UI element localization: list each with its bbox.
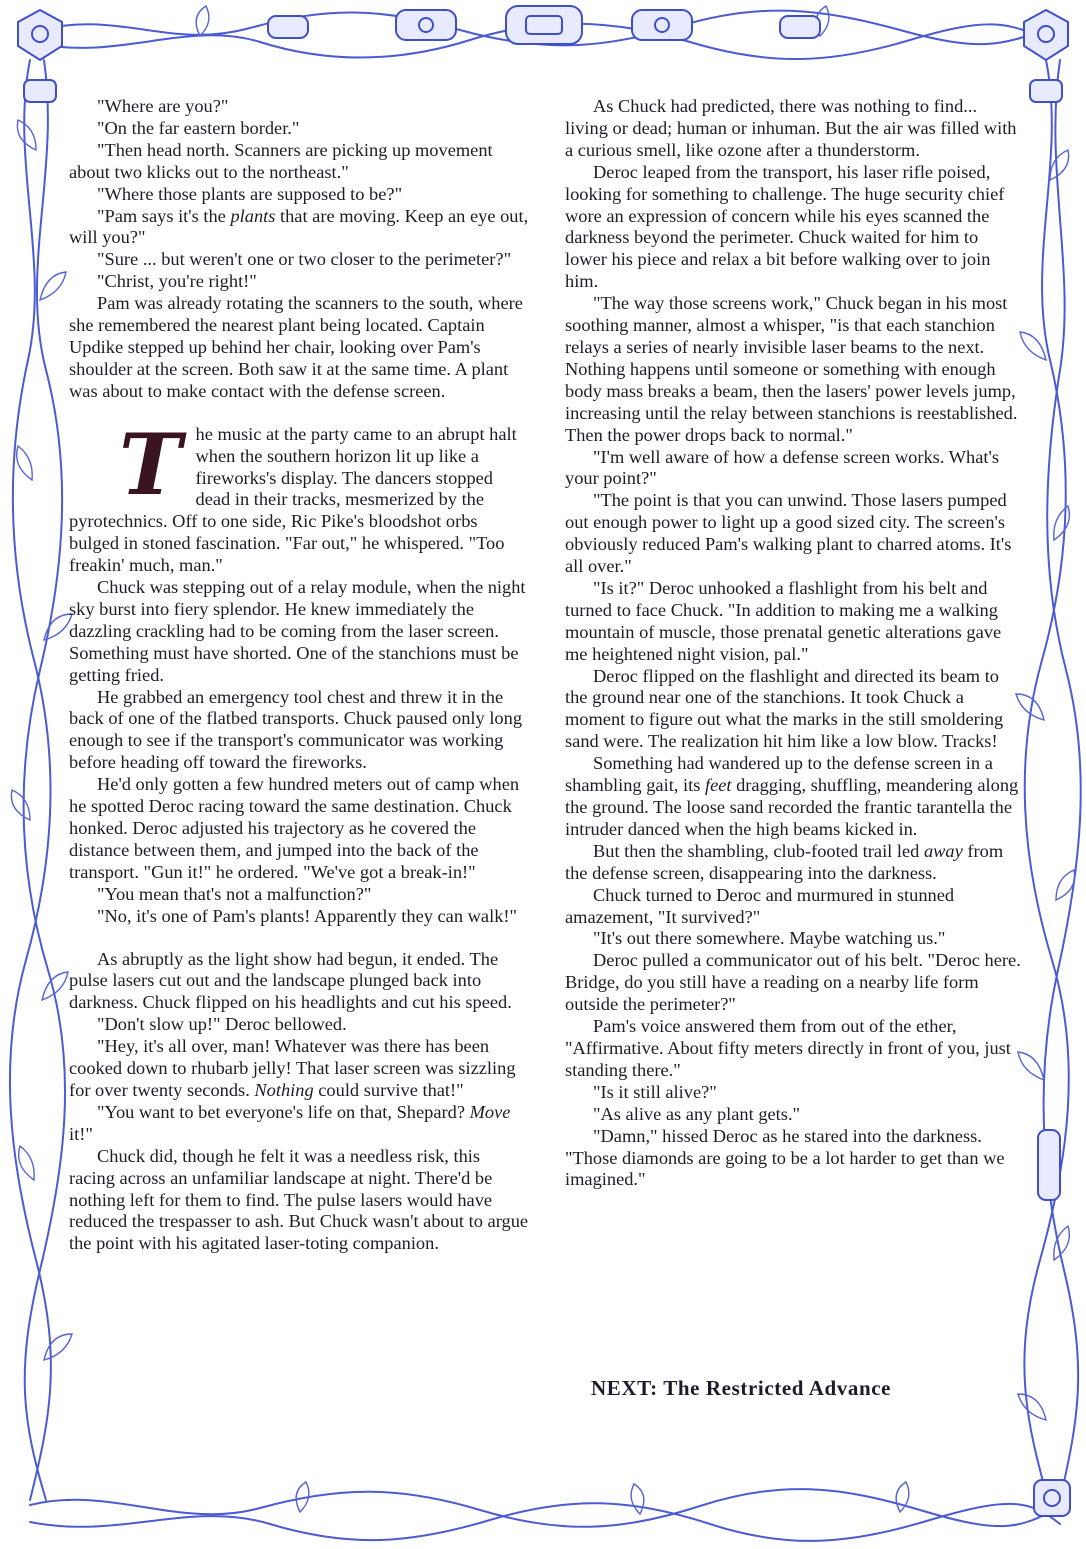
paragraph: He'd only gotten a few hundred meters out of camp when he spotted Deroc racing toward the same destination. Chuck honked. Deroc adjusted his trajectory as he covered the distance between them, and jumped into the back of the transport. "Gun it!" he ordered. "We've got a break-in!" xyxy=(69,774,520,882)
paragraph xyxy=(565,841,1023,885)
paragraph xyxy=(69,414,529,577)
text-run: from the defense screen, disappearing into the darkness. xyxy=(565,840,1004,883)
paragraph: Chuck turned to Deroc and murmured in stunned amazement, "It survived?" xyxy=(565,884,955,927)
emphasis: Nothing xyxy=(254,1079,314,1100)
paragraph: Deroc flipped on the flashlight and directed its beam to the ground near one of the stanchions. It took Chuck a moment to figure out what the marks in the still smoldering sand were. The realization hit him like a low blow. Tracks! xyxy=(565,665,1004,752)
paragraph: Pam was already rotating the scanners to the south, where she remembered the nearest plant being located. Captain Updike stepped up behind her chair, looking over Pam's shoulder at the screen. Both saw it at the same time. A plant was about to make contact with the defense screen. xyxy=(69,293,523,401)
paragraph: "As alive as any plant gets." xyxy=(593,1103,801,1124)
paragraph: Chuck was stepping out of a relay module, when the night sky burst into fiery splendor. He knew immediately the dazzling crackling had to be coming from the laser screen. Something must have shorted. One of the stanchions must be getting fried. xyxy=(69,577,526,685)
paragraph: "The way those screens work," Chuck began in his most soothing manner, almost a whisper, "is that each stanchion relays a series of nearly invisible laser beams to the next. Nothing happens until someone or something with enough body mass breaks a beam, then the lasers' power levels jump, increasing until the relay between stanchions is reestablished. Then the power drops back to normal." xyxy=(565,293,1018,445)
paragraph: Pam's voice answered them from out of the ether, "Affirmative. About fifty meters directly in front of you, just standing there." xyxy=(565,1016,1011,1080)
emphasis: feet xyxy=(704,775,732,796)
paragraph: "Where those plants are supposed to be?" xyxy=(97,183,403,204)
emphasis: Move xyxy=(469,1101,511,1122)
paragraph: "Damn," hissed Deroc as he stared into the darkness. "Those diamonds are going to be a lot harder to get than we imagined." xyxy=(565,1125,1005,1190)
paragraph: "You mean that's not a malfunction?" xyxy=(97,883,372,904)
text-run: "You want to bet everyone's life on that, Shepard? xyxy=(97,1101,470,1122)
paragraph xyxy=(69,1102,529,1146)
paragraph: "Then head north. Scanners are picking up movement about two klicks out to the northeast." xyxy=(69,139,493,182)
text-run: could survive that!" xyxy=(313,1079,464,1100)
right-column xyxy=(565,96,1023,1191)
paragraph: Deroc leaped from the transport, his laser rifle poised, looking for something to challenge. The huge security chief wore an expression of concern while his eyes scanned the darkness beyond the perimeter. Chuck waited for him to lower his piece and relax a bit before walking over to join him. xyxy=(565,161,1005,292)
text-run: that are moving. Keep an eye out, will you?" xyxy=(69,205,529,248)
paragraph: "Don't slow up!" Deroc bellowed. xyxy=(97,1014,347,1035)
emphasis: plants xyxy=(230,205,276,226)
paragraph: Deroc pulled a communicator out of his belt. "Deroc here. Bridge, do you still have a reading on a nearby life form outside the perimeter?" xyxy=(565,950,1021,1015)
text-run: Something had wandered up to the defense screen in a shambling gait, its xyxy=(565,753,993,796)
paragraph xyxy=(565,753,1023,841)
paragraph: "No, it's one of Pam's plants! Apparently they can walk!" xyxy=(97,905,518,926)
drop-cap: T xyxy=(119,414,182,514)
paragraph: "I'm well aware of how a defense screen works. What's your point?" xyxy=(565,446,999,489)
next-teaser: NEXT: The Restricted Advance xyxy=(591,1376,892,1400)
paragraph xyxy=(69,1036,529,1102)
text-run: it!" xyxy=(69,1123,93,1144)
paragraph: "On the far eastern border." xyxy=(97,117,300,138)
left-column xyxy=(69,96,529,1255)
paragraph: Chuck did, though he felt it was a needless risk, this racing across an unfamiliar landscape at night. There'd be nothing left for them to find. The pulse lasers would have reduced the trespasser to ash. But Chuck wasn't about to argue the point with his agitated laser-toting companion. xyxy=(69,1145,529,1254)
text-run: he music at the party came to an abrupt halt when the southern horizon lit up like a fireworks's display. The dancers stopped dead in their tracks, mesmerized by the pyrotechnics. Off to one side, Ric Pike's bloodshot orbs bulged in stoned fascination. "Far out," he whispered. "Too freakin' much, man." xyxy=(69,423,517,576)
text-run: "Hey, it's all over, man! Whatever was there has been cooked down to rhubarb jelly! That laser screen was sizzling for over twenty seconds. xyxy=(69,1036,516,1100)
paragraph: He grabbed an emergency tool chest and threw it in the back of one of the flatbed transports. Chuck paused only long enough to see if the transport's communicator was working before heading off toward the fireworks. xyxy=(69,686,523,773)
paragraph: "Is it still alive?" xyxy=(593,1081,717,1102)
paragraph xyxy=(69,206,529,250)
paragraph: "The point is that you can unwind. Those lasers pumped out enough power to light up a good sized city. The screen's obviously reduced Pam's walking plant to charred atoms. It's all over." xyxy=(565,490,1012,577)
paragraph: "Where are you?" xyxy=(97,96,229,116)
paragraph: As abruptly as the light show had begun, it ended. The pulse lasers cut out and the landscape plunged back into darkness. Chuck flipped on his headlights and cut his speed. xyxy=(69,948,512,1013)
paragraph: "It's out there somewhere. Maybe watching us." xyxy=(593,928,946,949)
paragraph: "Christ, you're right!" xyxy=(97,271,257,292)
emphasis: away xyxy=(923,840,963,861)
paragraph: As Chuck had predicted, there was nothing to find... living or dead; human or inhuman. But the air was filled with a curious smell, like ozone after a thunderstorm. xyxy=(565,96,1017,160)
text-run: But then the shambling, club-footed trail led xyxy=(593,840,924,861)
paragraph: "Is it?" Deroc unhooked a flashlight from his belt and turned to face Chuck. "In addition to making me a walking mountain of muscle, those prenatal genetic alterations gave me heightened night vision, pal." xyxy=(565,577,1002,664)
paragraph: "Sure ... but weren't one or two closer to the perimeter?" xyxy=(97,249,512,270)
text-run: dragging, shuffling, meandering along the ground. The loose sand recorded the frantic tarantella the intruder danced when the high beams kicked in. xyxy=(565,775,1019,839)
text-run: "Pam says it's the xyxy=(97,205,231,226)
